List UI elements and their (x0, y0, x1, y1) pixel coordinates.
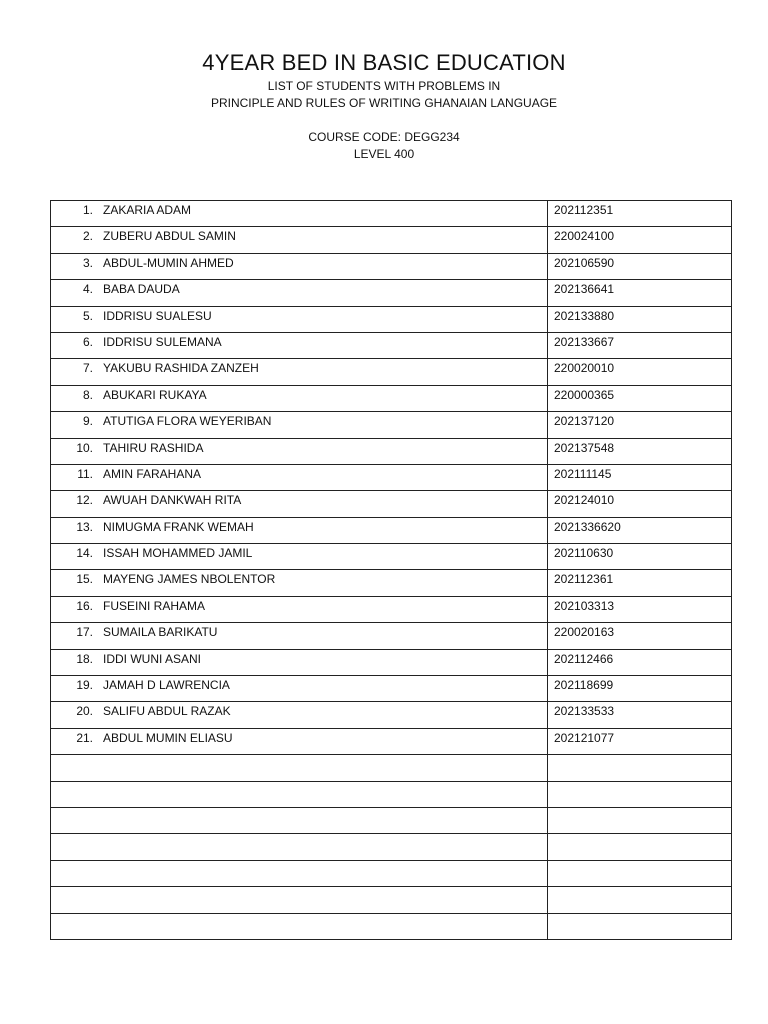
student-name: BABA DAUDA (103, 282, 180, 297)
table-row (51, 623, 732, 649)
student-id-cell: 202112351 (548, 201, 732, 227)
row-number (51, 843, 93, 845)
row-number: 8. (82, 387, 93, 402)
student-name-cell (51, 913, 548, 939)
student-name-cell (51, 359, 548, 385)
student-name (93, 870, 103, 872)
document-title: 4YEAR BED IN BASIC EDUCATION (202, 50, 566, 75)
table-row (51, 676, 732, 702)
student-name-cell (51, 807, 548, 833)
student-id-cell: 202121077 (548, 728, 732, 754)
student-name-cell (51, 517, 548, 543)
table-row (51, 306, 732, 332)
student-name-cell (51, 649, 548, 675)
row-number: 2. (82, 229, 93, 244)
student-name-cell (51, 702, 548, 728)
table-row (51, 570, 732, 596)
table-row (51, 781, 732, 807)
student-name-cell (51, 464, 548, 490)
table-row (51, 253, 732, 279)
student-id-cell (548, 887, 732, 913)
student-name-cell (51, 834, 548, 860)
student-name-cell (51, 570, 548, 596)
student-name: IDDI WUNI ASANI (103, 651, 202, 666)
row-number: 14. (76, 546, 93, 561)
student-id-cell (548, 755, 732, 781)
student-table (50, 200, 732, 940)
subtitle-line-2: PRINCIPLE AND RULES OF WRITING GHANAIAN LANGUAGE (210, 96, 558, 110)
student-name: IDDRISU SUALESU (103, 308, 212, 323)
student-id-cell: 202112361 (548, 570, 732, 596)
student-id-cell: 202137120 (548, 412, 732, 438)
student-id-cell: 202137548 (548, 438, 732, 464)
student-name: AWUAH DANKWAH RITA (103, 493, 242, 508)
student-name: SUMAILA BARIKATU (103, 625, 218, 640)
student-name: MAYENG JAMES NBOLENTOR (103, 572, 276, 587)
row-number: 9. (82, 414, 93, 429)
student-name-cell (51, 887, 548, 913)
spacer (0, 112, 768, 129)
student-name-cell (51, 438, 548, 464)
table-row (51, 464, 732, 490)
table-row (51, 702, 732, 728)
row-number (51, 791, 93, 793)
student-id-cell: 202133533 (548, 702, 732, 728)
student-name: ABDUL MUMIN ELIASU (103, 730, 233, 745)
student-table-body (51, 201, 732, 940)
table-row (51, 755, 732, 781)
student-name-cell (51, 728, 548, 754)
student-name-cell (51, 491, 548, 517)
student-name-cell (51, 596, 548, 622)
student-id-cell: 220024100 (548, 227, 732, 253)
row-number: 20. (76, 704, 93, 719)
row-number: 16. (76, 598, 93, 613)
student-name (93, 764, 103, 766)
table-row (51, 438, 732, 464)
student-name-cell (51, 227, 548, 253)
student-id-cell: 220020163 (548, 623, 732, 649)
student-name: ZAKARIA ADAM (103, 203, 192, 217)
table-row (51, 860, 732, 886)
level: LEVEL 400 (353, 147, 415, 161)
table-row (51, 412, 732, 438)
student-id-cell: 202103313 (548, 596, 732, 622)
row-number: 15. (76, 572, 93, 587)
student-id-cell (548, 860, 732, 886)
student-id-cell: 202133880 (548, 306, 732, 332)
student-name-cell (51, 412, 548, 438)
student-name-cell (51, 332, 548, 358)
student-id-cell (548, 913, 732, 939)
row-number: 13. (76, 519, 93, 534)
row-number: 5. (82, 308, 93, 323)
student-name-cell (51, 544, 548, 570)
student-id-cell: 202110630 (548, 544, 732, 570)
row-number (51, 817, 93, 819)
row-number: 1. (82, 203, 93, 217)
row-number: 4. (82, 282, 93, 297)
student-id-cell: 2021336620 (548, 517, 732, 543)
row-number: 3. (82, 255, 93, 270)
student-name (93, 923, 103, 925)
student-name: FUSEINI RAHAMA (103, 598, 206, 613)
table-row (51, 596, 732, 622)
table-row (51, 544, 732, 570)
table-row (51, 227, 732, 253)
course-code: COURSE CODE: DEGG234 (308, 130, 460, 144)
row-number: 12. (76, 493, 93, 508)
table-row (51, 887, 732, 913)
row-number (51, 923, 93, 925)
student-name: AMIN FARAHANA (103, 466, 202, 481)
table-row (51, 517, 732, 543)
student-id-cell: 220020010 (548, 359, 732, 385)
row-number: 11. (77, 466, 93, 481)
row-number (51, 870, 93, 872)
student-id-cell: 202106590 (548, 253, 732, 279)
student-id-cell: 202133667 (548, 332, 732, 358)
row-number: 7. (82, 361, 93, 376)
student-name (93, 817, 103, 819)
row-number: 19. (76, 678, 93, 693)
row-number (51, 764, 93, 766)
document-header (0, 48, 768, 163)
row-number: 18. (76, 651, 93, 666)
student-name-cell (51, 755, 548, 781)
row-number: 17. (76, 625, 93, 640)
student-name-cell (51, 306, 548, 332)
table-row (51, 491, 732, 517)
student-name: JAMAH D LAWRENCIA (103, 678, 230, 693)
table-row (51, 807, 732, 833)
student-name-cell (51, 385, 548, 411)
table-row (51, 728, 732, 754)
student-name: TAHIRU RASHIDA (103, 440, 204, 455)
student-id-cell: 220000365 (548, 385, 732, 411)
student-name-cell (51, 253, 548, 279)
student-name: ATUTIGA FLORA WEYERIBAN (103, 414, 272, 429)
row-number: 6. (82, 334, 93, 349)
student-name: ABDUL-MUMIN AHMED (103, 255, 234, 270)
table-row (51, 913, 732, 939)
table-row (51, 332, 732, 358)
row-number: 21. (76, 730, 93, 745)
student-name: ISSAH MOHAMMED JAMIL (103, 546, 253, 561)
student-name (93, 843, 103, 845)
table-row (51, 201, 732, 227)
student-id-cell: 202124010 (548, 491, 732, 517)
student-name: ZUBERU ABDUL SAMIN (103, 229, 236, 244)
table-row (51, 649, 732, 675)
table-row (51, 359, 732, 385)
student-id-cell (548, 781, 732, 807)
student-name-cell (51, 280, 548, 306)
student-name: ABUKARI RUKAYA (103, 387, 207, 402)
student-name: NIMUGMA FRANK WEMAH (103, 519, 254, 534)
table-row (51, 834, 732, 860)
student-name (93, 791, 103, 793)
student-name-cell (51, 781, 548, 807)
subtitle-line-1: LIST OF STUDENTS WITH PROBLEMS IN (267, 79, 501, 93)
student-id-cell: 202112466 (548, 649, 732, 675)
student-name: SALIFU ABDUL RAZAK (103, 704, 231, 719)
student-id-cell (548, 807, 732, 833)
student-id-cell: 202136641 (548, 280, 732, 306)
student-name: YAKUBU RASHIDA ZANZEH (103, 361, 259, 376)
row-number: 10. (76, 440, 93, 455)
student-id-cell (548, 834, 732, 860)
table-row (51, 280, 732, 306)
student-name-cell (51, 676, 548, 702)
student-name-cell (51, 201, 548, 227)
table-row (51, 385, 732, 411)
student-name (93, 896, 103, 898)
student-name: IDDRISU SULEMANA (103, 334, 222, 349)
student-id-cell: 202118699 (548, 676, 732, 702)
student-id-cell: 202111145 (548, 464, 732, 490)
student-name-cell (51, 623, 548, 649)
row-number (51, 896, 93, 898)
student-name-cell (51, 860, 548, 886)
